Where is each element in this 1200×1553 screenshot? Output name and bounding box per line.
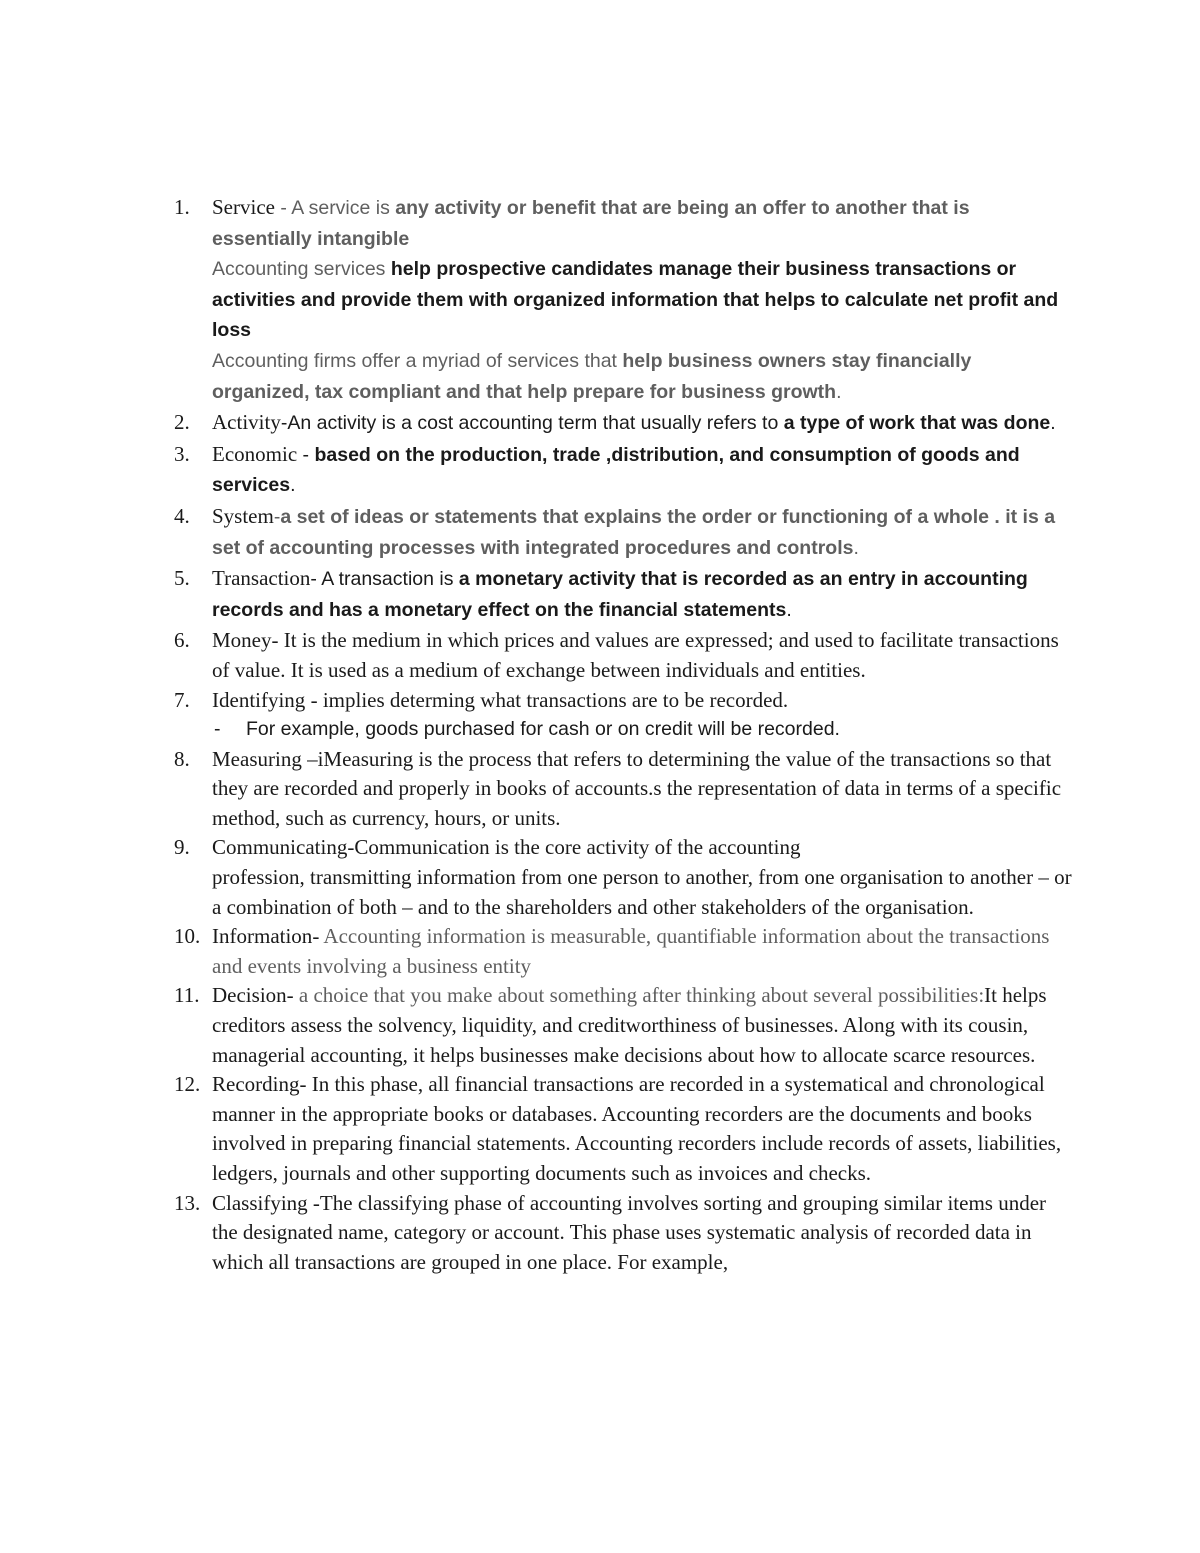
list-item-decision bbox=[174, 981, 1072, 1070]
term-money: Money bbox=[212, 628, 272, 653]
list-item-classifying bbox=[174, 1189, 1072, 1278]
definition-text: It is the medium in which prices and values are expressed; and used to facilitate transactions of value. It is used as a medium of exchange between individuals and entities. bbox=[212, 628, 1059, 682]
sub-bullet bbox=[212, 715, 1072, 745]
term-separator: – bbox=[301, 746, 318, 771]
definition-text: Accounting information is measurable, quantifiable information about the transactions and events involving a business entity bbox=[212, 924, 1050, 978]
term-separator: - bbox=[299, 1072, 312, 1097]
definition-emphasis: help business owners stay financially organized, tax compliant and that help prepare for business growth bbox=[212, 349, 972, 403]
list-item-recording bbox=[174, 1070, 1072, 1188]
definition-text: Accounting services bbox=[212, 258, 391, 281]
term-separator: - bbox=[307, 1190, 320, 1215]
list-item-measuring bbox=[174, 745, 1072, 834]
term-classifying: Classifying bbox=[212, 1190, 308, 1215]
term-separator: - bbox=[312, 924, 324, 949]
definition-text: In this phase, all financial transactions are recorded in a systematical and chronological manner in the appropriate books or databases. Accounting recorders are the documents and books involved in preparing financial statements. Accounting recorders include records of assets, liabilities, ledgers, journals and other supporting documents such as invoices and checks. bbox=[212, 1072, 1062, 1185]
definition-text: profession, transmitting information from one person to another, from one organisation to another – or a combination of both – and to the shareholders and other stakeholders of the organisation. bbox=[212, 865, 1072, 919]
definition-text: An activity is a cost accounting term that usually refers to bbox=[287, 412, 784, 435]
item-number: 13. bbox=[174, 1190, 201, 1215]
item-number: 8. bbox=[174, 746, 190, 771]
definition-text: implies determing what transactions are to be recorded. bbox=[322, 687, 789, 712]
item-number: 9. bbox=[174, 835, 190, 860]
term-separator: - bbox=[297, 443, 315, 466]
item-number: 2. bbox=[174, 410, 190, 435]
term-recording: Recording bbox=[212, 1072, 300, 1097]
list-item-information bbox=[174, 922, 1072, 981]
list-item-system bbox=[174, 502, 1072, 564]
term-separator: - bbox=[280, 412, 288, 435]
term-separator: - bbox=[271, 628, 284, 653]
definition-punctuation: . bbox=[853, 536, 859, 559]
definition-emphasis: a monetary activity that is recorded as an entry in accounting records and has a monetary effect on the financial statements bbox=[212, 568, 1028, 621]
definition-text: The classifying phase of accounting involves sorting and grouping similar items under the designated name, category or account. This phase uses systematic analysis of recorded data in which all transactions are grouped in one place. For example, bbox=[212, 1190, 1047, 1274]
definitions-list bbox=[174, 193, 1072, 1277]
term-separator: - bbox=[347, 835, 355, 860]
definition-emphasis: based on the production, trade ,distribution, and consumption of goods and services bbox=[212, 443, 1020, 497]
item-number: 4. bbox=[174, 503, 190, 528]
definition-emphasis: any activity or benefit that are being an offer to another that is essentially intangible bbox=[212, 197, 970, 250]
definition-punctuation: . bbox=[290, 474, 296, 497]
item-number: 10. bbox=[174, 924, 201, 949]
list-item-transaction bbox=[174, 564, 1072, 626]
term-separator: - bbox=[310, 568, 322, 591]
list-item-service bbox=[174, 193, 1072, 408]
item-number: 6. bbox=[174, 628, 190, 653]
definition-emphasis: a type of work that was done bbox=[783, 412, 1051, 435]
term-separator: - bbox=[273, 505, 281, 528]
definition-emphasis: help prospective candidates manage their business transactions or activities and provide them with organized information that helps to calculate net profit and loss bbox=[212, 258, 1059, 342]
term-separator: - bbox=[305, 687, 323, 712]
list-item-communicating bbox=[174, 833, 1072, 922]
item-number: 12. bbox=[174, 1072, 201, 1097]
definition-text: A transaction is bbox=[321, 568, 459, 591]
term-identifying: Identifying bbox=[212, 687, 306, 712]
definition-emphasis: a set of ideas or statements that explains the order or functioning of a whole . it is a set of accounting processes with integrated procedures and controls bbox=[212, 505, 1056, 559]
list-item-economic bbox=[174, 440, 1072, 502]
definition-punctuation: . bbox=[836, 380, 842, 403]
item-number: 7. bbox=[174, 687, 190, 712]
term-communicating: Communicating bbox=[212, 835, 348, 860]
definition-text-continued: It helps creditors assess the solvency, liquidity, and creditworthiness of businesses. Along with its cousin, managerial accounting, it helps businesses make decisions about how to allocate scarce resources. bbox=[212, 983, 1047, 1067]
definition-text: iMeasuring is the process that refers to determining the value of the transactions so that they are recorded and properly in books of accounts.s the representation of data in terms of a specific method, such as currency, hours, or units. bbox=[212, 746, 1062, 830]
term-separator: - bbox=[286, 983, 299, 1008]
term-transaction: Transaction bbox=[212, 566, 311, 591]
definition-text: a choice that you make about something after thinking about several possibilities: bbox=[298, 983, 985, 1008]
definition-text: Accounting firms offer a myriad of services that bbox=[212, 349, 623, 372]
sub-bullet-text: For example, goods purchased for cash or on credit will be recorded. bbox=[246, 718, 840, 741]
definition-text: A service is bbox=[291, 197, 396, 219]
item-number: 11. bbox=[174, 983, 200, 1008]
item-number: 1. bbox=[174, 195, 190, 219]
term-information: Information bbox=[212, 924, 313, 949]
definition-punctuation: . bbox=[1050, 412, 1056, 435]
term-measuring: Measuring bbox=[212, 746, 302, 771]
list-item-activity bbox=[174, 408, 1072, 440]
definition-text: Communication is the core activity of the accounting bbox=[354, 835, 801, 860]
term-system: System bbox=[212, 503, 274, 528]
term-separator: - bbox=[274, 197, 292, 219]
dash-bullet: - bbox=[214, 718, 221, 741]
term-service: Service bbox=[212, 195, 275, 219]
definition-punctuation: . bbox=[786, 598, 792, 621]
list-item-identifying bbox=[174, 686, 1072, 745]
item-number: 3. bbox=[174, 441, 190, 466]
list-item-money bbox=[174, 626, 1072, 685]
term-decision: Decision bbox=[212, 983, 287, 1008]
term-activity: Activity bbox=[212, 410, 281, 435]
item-number: 5. bbox=[174, 566, 190, 591]
term-economic: Economic bbox=[212, 441, 298, 466]
